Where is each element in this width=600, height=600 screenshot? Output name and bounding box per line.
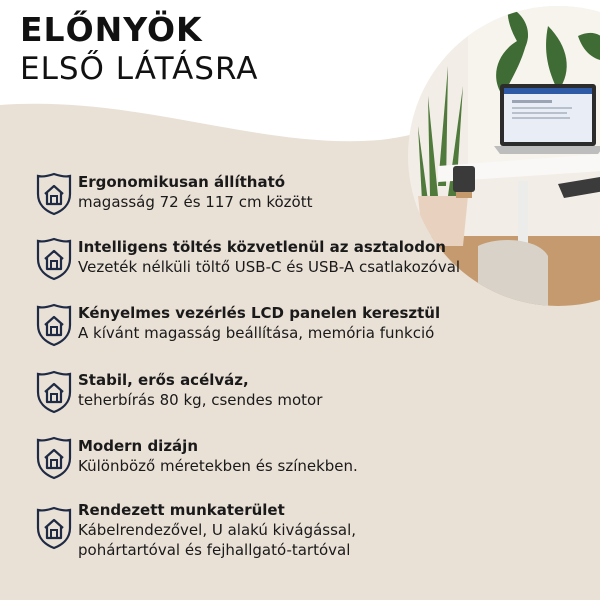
feature-desc: Kábelrendezővel, U alakú kivágással, [78,521,357,539]
feature-title: Rendezett munkaterület [78,501,285,519]
house-shield-icon [36,237,72,281]
feature-title: Intelligens töltés közvetlenül az asztalodon [78,238,446,256]
house-shield-icon [36,506,72,550]
feature-desc: pohártartóval és fejhallgató-tartóval [78,541,351,559]
feature-desc: teherbírás 80 kg, csendes motor [78,391,323,409]
feature-title: Ergonomikusan állítható [78,173,286,191]
feature-title: Kényelmes vezérlés LCD panelen keresztül [78,304,441,322]
feature-title: Modern dizájn [78,437,198,455]
feature-title: Stabil, erős acélváz, [78,371,249,389]
feature-desc: magasság 72 és 117 cm között [78,193,313,211]
house-shield-icon [36,303,72,347]
feature-desc: A kívánt magasság beállítása, memória funkció [78,324,435,342]
feature-desc: Vezeték nélküli töltő USB-C és USB-A csatlakozóval [78,258,461,276]
feature-desc: Különböző méretekben és színekben. [78,457,358,475]
heading [20,10,258,88]
heading-line1: ELŐNYÖK [20,10,203,49]
house-shield-icon [36,436,72,480]
house-shield-icon [36,172,72,216]
house-shield-icon [36,370,72,414]
heading-line2: ELSŐ LÁTÁSRA [20,51,259,87]
